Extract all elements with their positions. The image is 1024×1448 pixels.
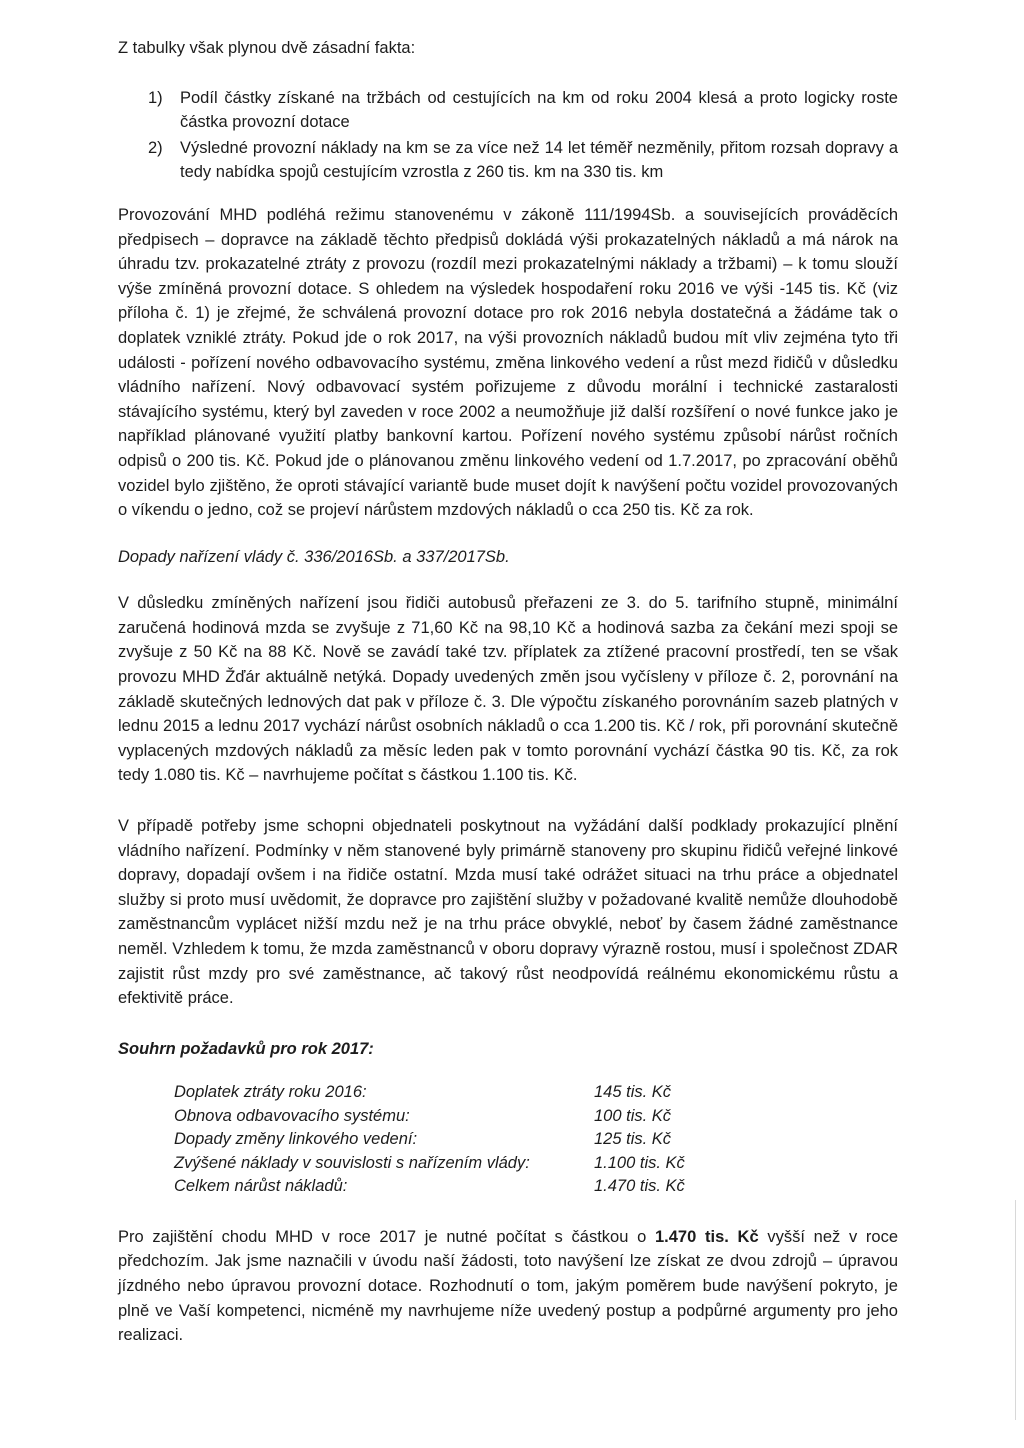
summary-label: Dopady změny linkového vedení: [174,1130,418,1149]
list-number: 1) [148,88,163,107]
conclusion-text-start: Pro zajištění chodu MHD v roce 2017 je nutné počítat s částkou o [118,1227,655,1246]
table-row [174,1175,744,1199]
paragraph-decree-impacts: V důsledku zmíněných nařízení jsou řidiči autobusů přeřazeni ze 3. do 5. tarifního stupně, minimální zaručená hodinová mzda se zvyšuje z 71,60 Kč na 98,10 Kč a hodinová sazba za čekání mezi spoji se zvyšuje z 50 Kč na 88 Kč. Nově se zavádí také tzv. příplatek za ztížené pracovní prostředí, ten se však provozu MHD Žďár aktuálně netýká. Dopady uvedených změn jsou vyčísleny v příloze č. 2, porovnání na základě skutečných lednových dat pak v příloze č. 3. Dle výpočtu získaného porovnáním sazeb platných v lednu 2015 a lednu 2017 vychází nárůst osobních nákladů o cca 1.200 tis. Kč / rok, při porovnání skutečně vyplacených mzdových nákladů za měsíc leden pak v tomto porovnání vychází částka 90 tis. Kč, za rok tedy 1.080 tis. Kč – navrhujeme počítat s částkou 1.100 tis. Kč. [118,594,898,785]
summary-table [174,1081,744,1199]
summary-label: Doplatek ztráty roku 2016: [174,1083,367,1102]
table-row [174,1081,744,1105]
paragraph-supporting-documents: V případě potřeby jsme schopni objednateli poskytnout na vyžádání další podklady prokazující plnění vládního nařízení. Podmínky v něm stanovené byly primárně stanoveny pro skupinu řidičů veřejné linkové dopravy, dopadají ovšem i na řidiče ostatní. Mzda musí také odrážet situaci na trhu práce a objednatel služby si proto musí uvědomit, že dopravce pro zajištění služby v požadované kvalitě nemůže dlouhodobě zaměstnancům vyplácet nižší mzdu než je na trhu práce obvyklé, neboť by časem žádné zaměstnance neměl. Vzhledem k tomu, že mzda zaměstnanců v oboru dopravy výrazně rostou, musí i společnost ZDAR zajistit růst mzdy pro své zaměstnance, ač takový růst neodpovídá reálnému ekonomickému růstu a efektivitě práce. [118,817,898,1008]
list-item [118,86,898,135]
summary-value: 125 tis. Kč [594,1130,672,1149]
conclusion-amount: 1.470 tis. Kč [654,1227,759,1246]
scan-edge-line [1015,1200,1016,1420]
list-item [118,136,898,185]
summary-label: Zvýšené náklady v souvislosti s nařízením vlády: [174,1153,530,1172]
table-row [174,1152,744,1176]
conclusion-text-end: vyšší než v roce předchozím. Jak jsme naznačili v úvodu naší žádosti, toto navýšení lze získat ze dvou zdrojů – úpravou jízdného nebo úpravou provozní dotace. Rozhodnutí o tom, jakým poměrem bude navýšení pokryto, je plně ve Vaší kompetenci, nicméně my navrhujeme níže uvedený postup a podpůrné argumenty pro jeho realizaci. [118,1227,899,1345]
paragraph-conclusion [118,1225,898,1348]
summary-value: 1.470 tis. Kč [594,1177,685,1196]
section-heading-summary: Souhrn požadavků pro rok 2017: [118,1039,374,1058]
paragraph-mhd-operation: Provozování MHD podléhá režimu stanovenému v zákoně 111/1994Sb. a souvisejících prováděcích předpisech – dopravce na základě těchto předpisů dokládá výši prokazatelných nákladů a má nárok na úhradu tzv. prokazatelné ztráty z provozu (rozdíl mezi prokazatelnými náklady a tržbami) – k tomu slouží výše zmíněná provozní dotace. S ohledem na výsledek hospodaření roku 2016 ve výši -145 tis. Kč (viz příloha č. 1) je zřejmé, že schválená provozní dotace pro rok 2016 nebyla dostatečná a žádáme tak o doplatek vzniklé ztráty. Pokud jde o rok 2017, na výši provozních nákladů budou mít vliv zejména tyto tři události - pořízení nového odbavovacího systému, změna linkového vedení a růst mezd řidičů v důsledku vládního nařízení. Nový odbavovací systém pořizujeme z důvodu morální i technické zastaralosti stávajícího systému, který byl zaveden v roce 2002 a neumožňuje již další rozšíření o nové funkce jako je například plánované využití platby bankovní kartou. Pořízení nového systému způsobí nárůst ročních odpisů o 200 tis. Kč. Pokud jde o plánovanou změnu linkového vedení od 1.7.2017, po zpracování oběhů vozidel bylo zjištěno, že oproti stávající variantě bude muset dojít k navýšení počtu vozidel provozovaných o víkendu o jedno, což se projeví nárůstem mzdových nákladů o cca 250 tis. Kč za rok. [118,205,898,520]
document-page [118,36,898,1348]
section-heading-government-decree: Dopady nařízení vlády č. 336/2016Sb. a 337/2017Sb. [118,547,510,566]
facts-list [118,86,898,185]
list-number: 2) [148,138,163,157]
summary-label: Celkem nárůst nákladů: [174,1177,348,1196]
table-row [174,1105,744,1129]
summary-value: 1.100 tis. Kč [594,1153,685,1172]
summary-value: 100 tis. Kč [594,1106,672,1125]
intro-line: Z tabulky však plynou dvě zásadní fakta: [118,39,416,57]
list-text: Podíl částky získané na tržbách od cestujících na km od roku 2004 klesá a proto logicky roste částka provozní dotace [180,88,898,132]
summary-label: Obnova odbavovacího systému: [174,1106,410,1125]
table-row [174,1128,744,1152]
summary-value: 145 tis. Kč [594,1083,672,1102]
list-text: Výsledné provozní náklady na km se za více než 14 let téměř nezměnily, přitom rozsah dopravy a tedy nabídka spojů cestujícím vzrostla z 260 tis. km na 330 tis. km [180,138,898,182]
